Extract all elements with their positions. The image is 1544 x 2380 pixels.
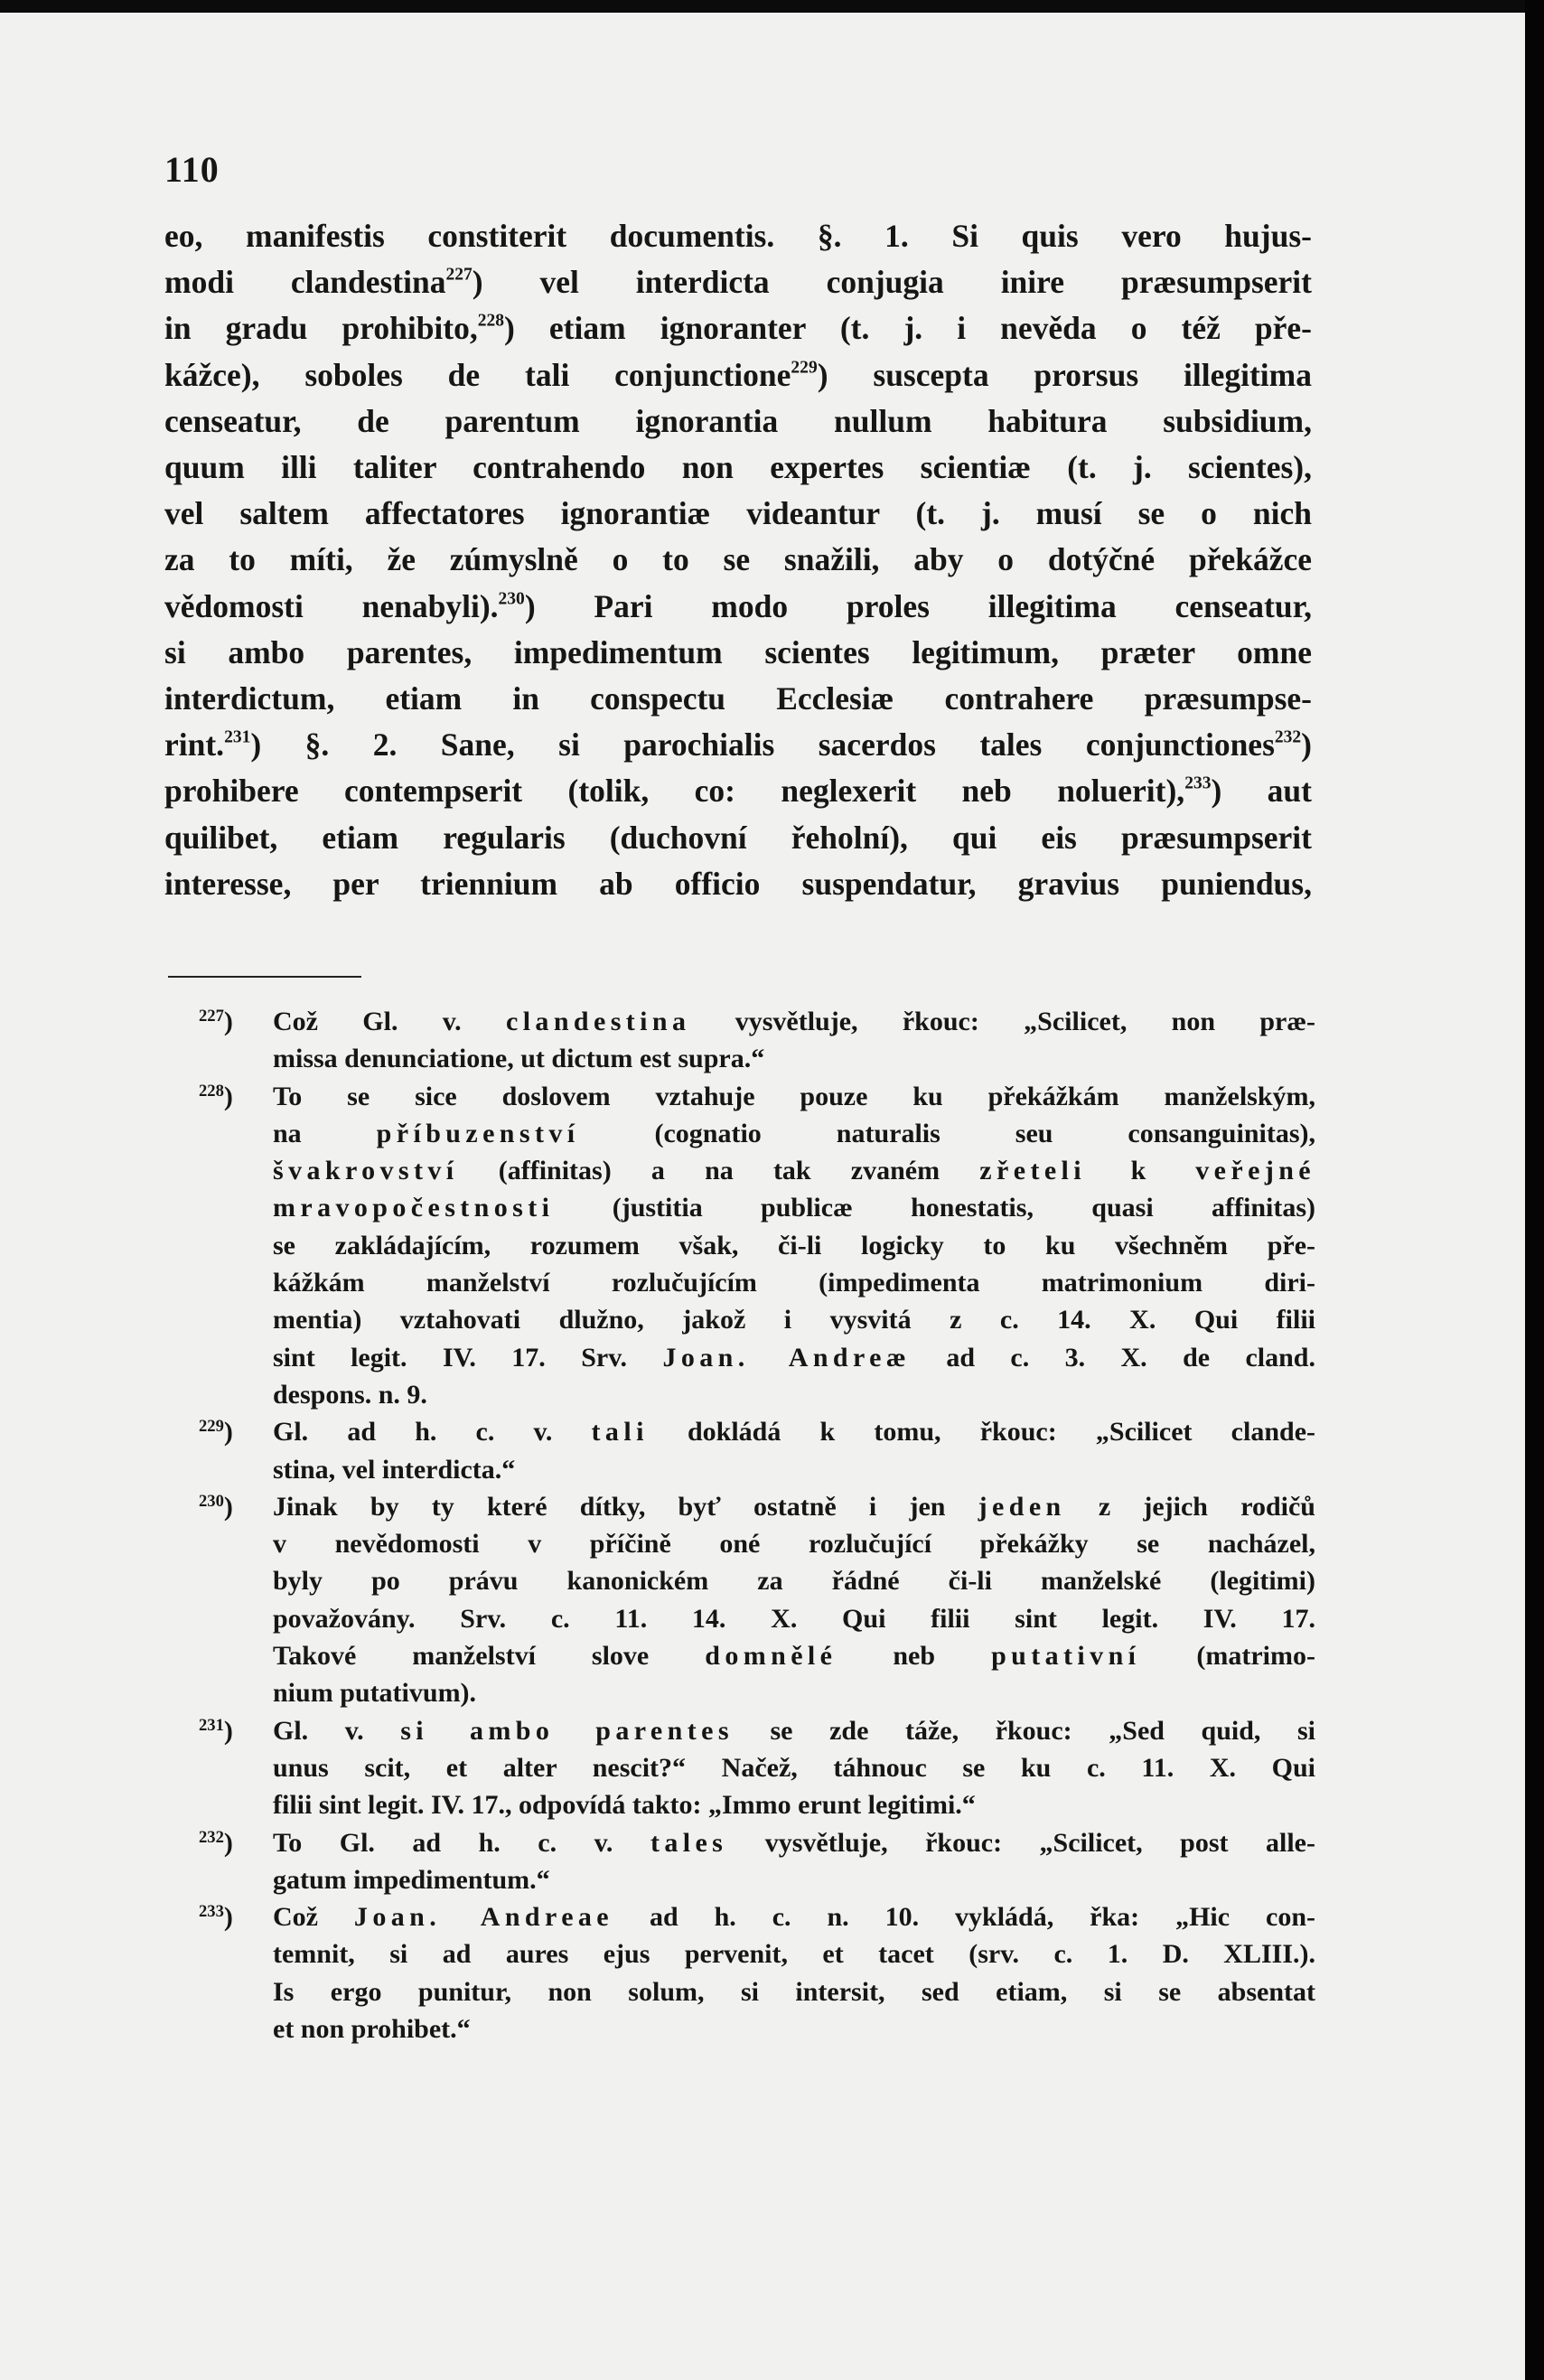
footnote-line: et non prohibet.“: [273, 2014, 471, 2045]
footnote-228: [190, 1078, 1315, 1414]
main-text-line: interesse, per triennium ab officio suspendatur, gravius puniendus,: [164, 865, 1312, 902]
footnote-reference: 227: [445, 265, 473, 285]
main-text-line: kážce), soboles de tali conjunctione$^{229}$) suscepta prorsus illegitima: [164, 356, 1312, 393]
main-text-line: censeatur, de parentum ignorantia nullum habitura subsidium,: [164, 402, 1312, 439]
footnote-line: despons. n. 9.: [273, 1379, 427, 1410]
footnote-line: Což Gl. v. clandestina vysvětluje, řkouc: „Scilicet, non præ-: [273, 1007, 1315, 1036]
footnote-line: gatum impedimentum.“: [273, 1864, 550, 1895]
footnote-line: unus scit, et alter nescit?“ Načež, táhnouc se ku c. 11. X. Qui: [273, 1752, 1315, 1783]
footnote-line: temnit, si ad aures ejus pervenit, et tacet (srv. c. 1. D. XLIII.).: [273, 1939, 1315, 1970]
footnote-number: $^{230}$): [199, 1491, 233, 1522]
main-text-line: rint.$^{231}$) §. 2. Sane, si parochialis sacerdos tales conjunctiones$^{232}$): [164, 726, 1312, 764]
footnote-number: $^{229}$): [199, 1417, 233, 1448]
footnote-229: [190, 1413, 1315, 1488]
footnote-line: Gl. v. si ambo parentes se zde táže, řkouc: „Sed quid, si: [273, 1715, 1316, 1746]
footnote-line: Is ergo punitur, non solum, si intersit, sed etiam, si se absentat: [273, 1976, 1315, 2007]
main-text-line: quilibet, etiam regularis (duchovní řeholní), qui eis præsumpserit: [164, 819, 1312, 856]
footnote-line: na příbuzenství (cognatio naturalis seu consanguinitas),: [273, 1118, 1315, 1148]
footnote-line: missa denunciatione, ut dictum est supra.“: [273, 1044, 765, 1074]
footnote-line: považovány. Srv. c. 11. 14. X. Qui filii sint legit. IV. 17.: [273, 1603, 1315, 1634]
footnote-line: To se sice doslovem vztahuje pouze ku překážkám manželským,: [273, 1081, 1315, 1111]
footnote-number: $^{227}$): [199, 1006, 233, 1036]
page-number: 110: [164, 149, 220, 190]
footnote-reference: 233: [1184, 773, 1212, 793]
footnote-line: Gl. ad h. c. v. tali dokládá k tomu, řkouc: „Scilicet clande-: [273, 1417, 1315, 1448]
footnote-line: Což Joan. Andreae ad h. c. n. 10. vykládá, řka: „Hic con-: [273, 1902, 1315, 1933]
footnote-line: kážkám manželství rozlučujícím (impedimenta matrimonium diri-: [273, 1268, 1315, 1298]
footnote-divider: [168, 976, 361, 978]
main-text-line: eo, manifestis constiterit documentis. §. 1. Si quis vero hujus-: [164, 218, 1312, 254]
footnote-line: Takové manželství slove domnělé neb putativní (matrimo-: [273, 1641, 1315, 1672]
footnote-line: nium putativum).: [273, 1678, 477, 1709]
footnote-line: v nevědomosti v příčině oné rozlučující překážky se nacházel,: [273, 1529, 1315, 1560]
footnote-number: $^{231}$): [199, 1715, 233, 1746]
footnote-line: filii sint legit. IV. 17., odpovídá takto: „Immo erunt legitimi.“: [273, 1790, 976, 1821]
main-text-line: si ambo parentes, impedimentum scientes legitimum, præter omne: [164, 633, 1312, 670]
main-text-line: quum illi taliter contrahendo non expertes scientiæ (t. j. scientes),: [164, 449, 1312, 486]
footnote-230: [190, 1488, 1315, 1712]
footnote-line: sint legit. IV. 17. Srv. Joan. Andreæ ad c. 3. X. de cland.: [273, 1342, 1315, 1373]
footnote-line: mravopočestnosti (justitia publicæ honestatis, quasi affinitas): [273, 1193, 1315, 1223]
footnote-line: mentia) vztahovati dlužno, jakož i vysvitá z c. 14. X. Qui filii: [273, 1305, 1315, 1335]
footnote-reference: 228: [477, 311, 505, 331]
footnote-reference: 229: [791, 357, 818, 377]
footnote-line: byly po právu kanonickém za řádné či-li manželské (legitimi): [273, 1566, 1315, 1597]
footnote-line: švakrovství (affinitas) a na tak zvaném zřeteli k veřejné: [273, 1156, 1316, 1186]
main-text-line: in gradu prohibito,$^{228}$) etiam ignoranter (t. j. i nevěda o též pře-: [164, 310, 1312, 347]
footnote-line: Jinak by ty které dítky, byť ostatně i jen jeden z jejich rodičů: [273, 1491, 1315, 1522]
footnote-line: stina, vel interdicta.“: [273, 1454, 516, 1485]
footnote-233: [190, 1898, 1315, 2047]
main-text-line: prohibere contempserit (tolik, co: neglexerit neb noluerit),$^{233}$) aut: [164, 773, 1312, 810]
main-text-line: za to míti, že zúmyslně o to se snažili, aby o dotýčné překážce: [164, 541, 1312, 578]
main-text-line: vel saltem affectatores ignorantiæ videantur (t. j. musí se o nich: [164, 495, 1312, 532]
footnote-number: $^{228}$): [199, 1081, 233, 1111]
footnote-reference: 230: [498, 588, 525, 608]
main-text-line: vědomosti nenabyli).$^{230}$) Pari modo proles illegitima censeatur,: [164, 587, 1313, 624]
scan-dark-edge: [1525, 0, 1544, 2380]
scanned-page: [0, 13, 1525, 2380]
footnote-reference: 232: [1274, 727, 1302, 747]
main-text-block: [164, 213, 1312, 907]
footnote-number: $^{232}$): [199, 1827, 233, 1858]
main-text-line: interdictum, etiam in conspectu Ecclesiæ contrahere præsumpse-: [164, 680, 1312, 717]
footnote-line: se zakládajícím, rozumem však, či-li logicky to ku všechněm pře-: [273, 1230, 1315, 1260]
footnote-232: [190, 1824, 1315, 1899]
footnote-line: To Gl. ad h. c. v. tales vysvětluje, řkouc: „Scilicet, post alle-: [273, 1827, 1315, 1858]
main-text-line: modi clandestina$^{227}$) vel interdicta conjugia inire præsumpserit: [164, 264, 1312, 301]
footnote-reference: 231: [224, 727, 251, 747]
footnote-227: [190, 1003, 1315, 1078]
footnote-number: $^{233}$): [199, 1901, 233, 1933]
footnote-231: [190, 1712, 1315, 1824]
footnotes-block: [190, 1003, 1315, 2047]
